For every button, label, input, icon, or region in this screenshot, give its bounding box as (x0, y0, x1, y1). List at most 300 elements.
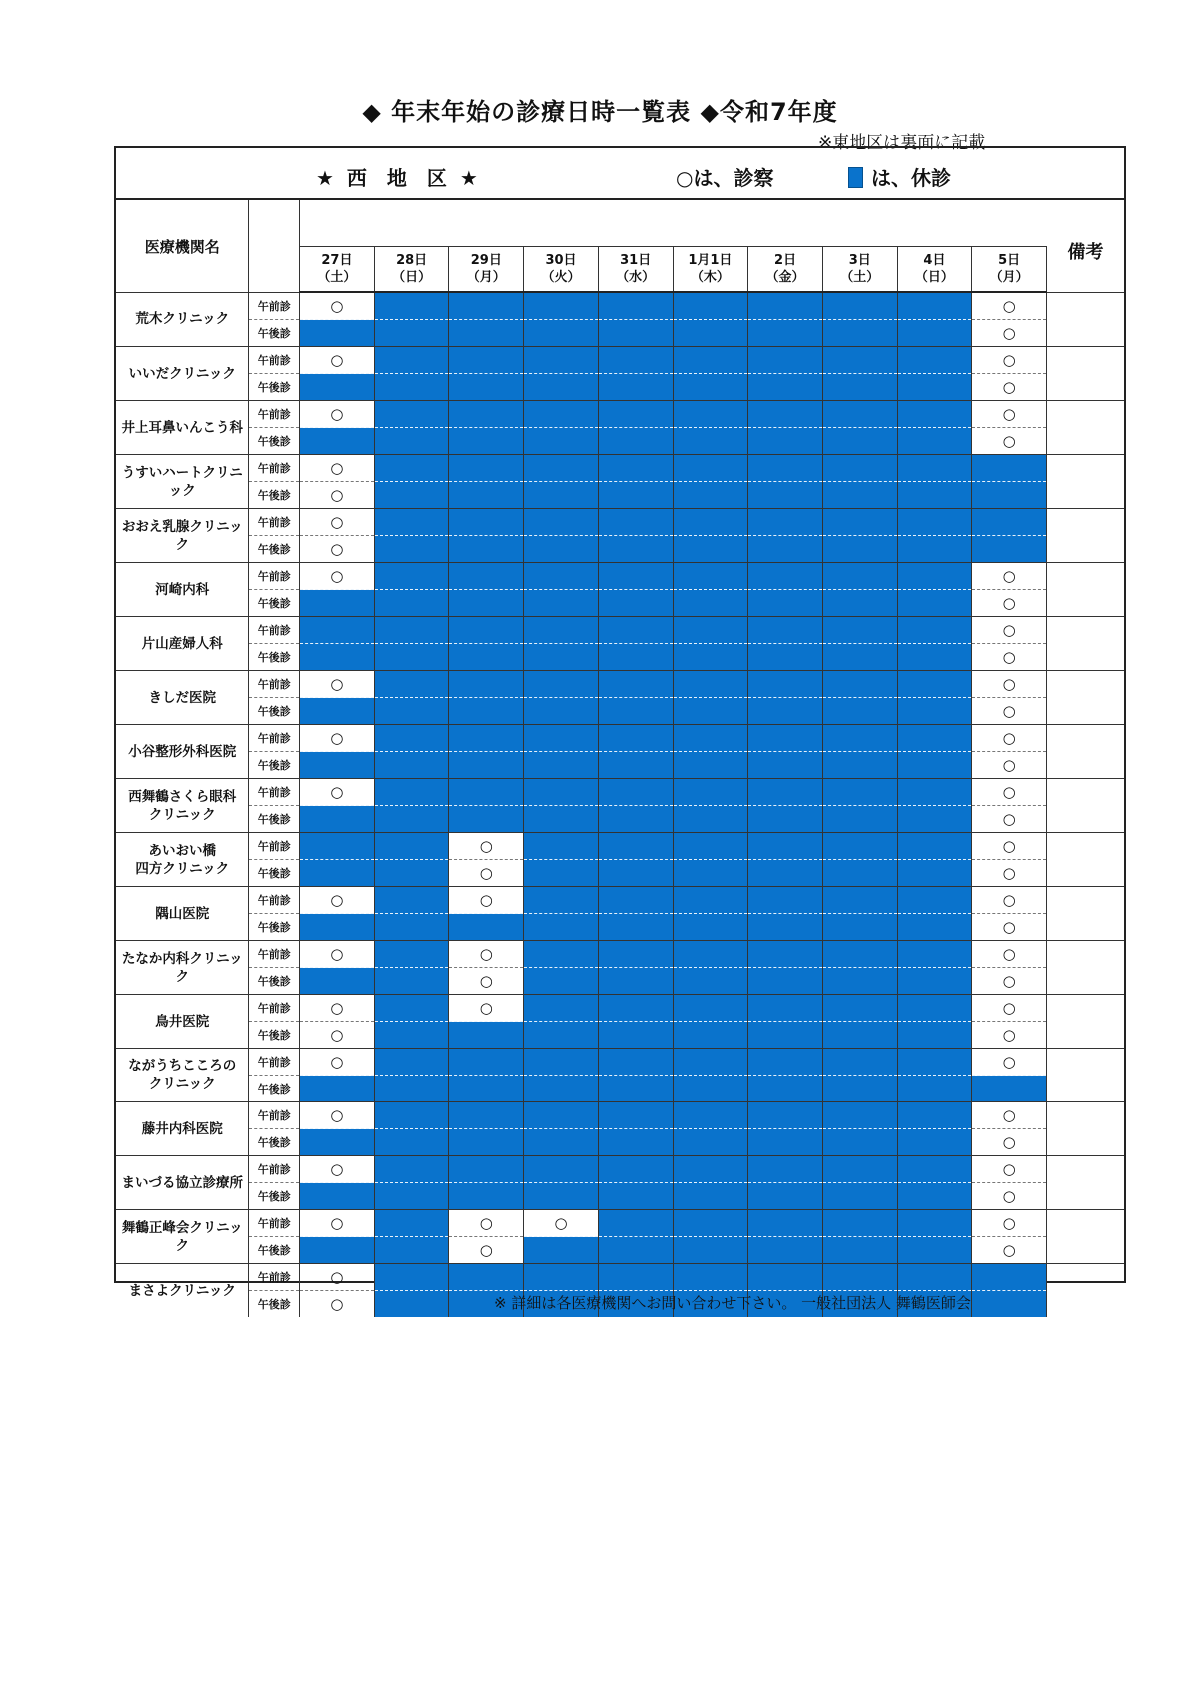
open-circle-icon: ○ (479, 891, 493, 909)
closed-cell (748, 914, 823, 941)
table-row (116, 644, 1124, 671)
closed-cell (374, 320, 449, 347)
session-label: 午後診 (249, 536, 300, 563)
closed-cell (598, 914, 673, 941)
date-label: 3日 (848, 252, 871, 268)
open-circle-icon: ○ (330, 675, 344, 693)
closed-cell (374, 833, 449, 860)
table-row (116, 509, 1124, 536)
table-row (116, 887, 1124, 914)
open-circle-icon: ○ (479, 945, 493, 963)
clinic-name: 鳥井医院 (116, 995, 249, 1049)
open-circle-icon: ○ (330, 405, 344, 423)
closed-cell (524, 968, 599, 995)
closed-cell (374, 1183, 449, 1210)
closed-cell (673, 1102, 748, 1129)
weekday-label: （木） (690, 269, 730, 285)
closed-cell (598, 401, 673, 428)
closed-cell (897, 617, 972, 644)
district-title: ★ 西 地 区 ★ (316, 166, 478, 190)
table-row (116, 482, 1124, 509)
closed-cell (374, 1022, 449, 1049)
open-cell (300, 563, 375, 590)
closed-cell (897, 833, 972, 860)
clinic-name: たなか内科クリニック (116, 941, 249, 995)
open-circle-icon: ○ (330, 999, 344, 1017)
session-label: 午前診 (249, 401, 300, 428)
closed-cell (524, 374, 599, 401)
session-label: 午後診 (249, 1183, 300, 1210)
date-label: 27日 (321, 252, 353, 268)
open-cell (300, 1022, 375, 1049)
closed-cell (972, 1291, 1047, 1318)
closed-cell (374, 995, 449, 1022)
closed-cell (449, 1156, 524, 1183)
closed-cell (748, 509, 823, 536)
closed-cell (748, 806, 823, 833)
open-cell (972, 1049, 1047, 1076)
closed-cell (822, 292, 897, 320)
footer-note: ※ 詳細は各医療機関へお問い合わせ下さい。 一般社団法人 舞鶴医師会 (494, 1294, 971, 1312)
table-row (116, 1049, 1124, 1076)
open-cell (972, 1237, 1047, 1264)
open-circle-icon: ○ (1002, 1160, 1016, 1178)
closed-cell (897, 806, 972, 833)
session-label: 午後診 (249, 1291, 300, 1318)
closed-cell (598, 1022, 673, 1049)
closed-cell (897, 1210, 972, 1237)
closed-cell (598, 941, 673, 968)
open-circle-icon: ○ (330, 513, 344, 531)
table-row (116, 860, 1124, 887)
legend-closed-label: は、休診 (871, 166, 951, 190)
open-circle-icon: ○ (1002, 864, 1016, 882)
clinic-name: 井上耳鼻いんこう科 (116, 401, 249, 455)
open-circle-icon: ○ (1002, 324, 1016, 342)
open-cell (300, 941, 375, 968)
closed-cell (748, 1183, 823, 1210)
closed-cell (822, 590, 897, 617)
closed-cell (449, 1022, 524, 1049)
legend-open: ○は、診察 (676, 166, 774, 190)
closed-cell (673, 617, 748, 644)
closed-cell (673, 1264, 748, 1291)
closed-cell (748, 320, 823, 347)
closed-cell (374, 698, 449, 725)
closed-cell (673, 941, 748, 968)
closed-cell (598, 617, 673, 644)
table-row (116, 455, 1124, 482)
closed-cell (822, 1129, 897, 1156)
closed-cell (673, 968, 748, 995)
closed-cell (598, 1156, 673, 1183)
session-label: 午後診 (249, 590, 300, 617)
session-label: 午前診 (249, 563, 300, 590)
closed-cell (673, 698, 748, 725)
remarks-cell (1046, 292, 1124, 347)
closed-cell (897, 455, 972, 482)
schedule-body (116, 292, 1124, 1317)
open-cell (972, 1183, 1047, 1210)
closed-cell (524, 292, 599, 320)
closed-cell (897, 428, 972, 455)
remarks-cell (1046, 563, 1124, 617)
table-row (116, 374, 1124, 401)
closed-cell (524, 914, 599, 941)
closed-cell (673, 509, 748, 536)
open-cell (449, 860, 524, 887)
weekday-label: （月） (466, 269, 506, 285)
closed-cell (673, 1210, 748, 1237)
open-circle-icon: ○ (1002, 729, 1016, 747)
open-cell (300, 509, 375, 536)
closed-cell (748, 1049, 823, 1076)
open-cell (449, 833, 524, 860)
open-circle-icon: ○ (1002, 1026, 1016, 1044)
closed-cell (598, 698, 673, 725)
table-row (116, 806, 1124, 833)
closed-cell (598, 1049, 673, 1076)
closed-cell (673, 806, 748, 833)
closed-cell (822, 1264, 897, 1291)
open-cell (972, 779, 1047, 806)
open-circle-icon: ○ (479, 837, 493, 855)
open-cell (300, 1210, 375, 1237)
open-cell (972, 1156, 1047, 1183)
closed-cell (449, 725, 524, 752)
closed-cell (598, 860, 673, 887)
closed-cell (673, 347, 748, 374)
session-label: 午前診 (249, 725, 300, 752)
closed-cell (822, 1156, 897, 1183)
remarks-cell (1046, 1210, 1124, 1264)
closed-cell (524, 320, 599, 347)
open-cell (449, 968, 524, 995)
closed-cell (449, 806, 524, 833)
closed-cell (598, 509, 673, 536)
closed-cell (374, 752, 449, 779)
closed-cell (524, 887, 599, 914)
remarks-cell (1046, 725, 1124, 779)
closed-cell (598, 671, 673, 698)
open-circle-icon: ○ (1002, 297, 1016, 315)
session-label: 午後診 (249, 914, 300, 941)
open-circle-icon: ○ (330, 783, 344, 801)
open-circle-icon: ○ (1002, 918, 1016, 936)
closed-cell (897, 644, 972, 671)
closed-cell (449, 698, 524, 725)
date-header (374, 246, 449, 292)
remarks-cell (1046, 887, 1124, 941)
open-cell (972, 347, 1047, 374)
closed-cell (449, 536, 524, 563)
open-cell (300, 725, 375, 752)
open-cell (300, 1156, 375, 1183)
date-header (972, 246, 1047, 292)
closed-cell (300, 968, 375, 995)
closed-cell (822, 1102, 897, 1129)
weekday-label: （日） (914, 269, 954, 285)
closed-cell (374, 536, 449, 563)
closed-cell (897, 1264, 972, 1291)
closed-cell (748, 833, 823, 860)
closed-cell (897, 536, 972, 563)
open-circle-icon: ○ (1002, 351, 1016, 369)
weekday-label: （月） (989, 269, 1029, 285)
closed-cell (449, 455, 524, 482)
closed-cell (524, 455, 599, 482)
closed-cell (673, 563, 748, 590)
closed-cell (598, 887, 673, 914)
closed-cell (374, 1129, 449, 1156)
closed-cell (897, 995, 972, 1022)
closed-cell (673, 671, 748, 698)
clinic-name: 藤井内科医院 (116, 1102, 249, 1156)
legend-closed (848, 162, 951, 191)
open-circle-icon: ○ (330, 351, 344, 369)
closed-cell (598, 590, 673, 617)
open-cell (972, 752, 1047, 779)
open-circle-icon: ○ (1002, 378, 1016, 396)
session-label: 午前診 (249, 617, 300, 644)
table-row (116, 914, 1124, 941)
date-label: 5日 (998, 252, 1021, 268)
session-label: 午後診 (249, 698, 300, 725)
closed-cell (300, 590, 375, 617)
closed-cell (673, 1049, 748, 1076)
closed-cell (449, 1183, 524, 1210)
closed-cell (822, 752, 897, 779)
open-cell (300, 779, 375, 806)
open-circle-icon: ○ (1002, 594, 1016, 612)
closed-cell (897, 1049, 972, 1076)
session-label: 午前診 (249, 941, 300, 968)
session-label: 午前診 (249, 1102, 300, 1129)
clinic-name: 荒木クリニック (116, 292, 249, 347)
closed-cell (673, 914, 748, 941)
closed-cell (897, 292, 972, 320)
session-label: 午前診 (249, 995, 300, 1022)
date-header (300, 246, 375, 292)
date-header (822, 246, 897, 292)
session-label: 午後診 (249, 428, 300, 455)
closed-cell (374, 806, 449, 833)
closed-cell (748, 1102, 823, 1129)
closed-cell (449, 779, 524, 806)
closed-cell (374, 968, 449, 995)
table-row (116, 968, 1124, 995)
closed-cell (524, 1022, 599, 1049)
closed-cell (748, 698, 823, 725)
closed-cell (524, 1183, 599, 1210)
closed-cell (598, 1183, 673, 1210)
remarks-cell (1046, 1049, 1124, 1102)
open-circle-icon: ○ (1002, 1106, 1016, 1124)
closed-cell (449, 482, 524, 509)
open-cell (972, 698, 1047, 725)
open-circle-icon: ○ (330, 297, 344, 315)
open-circle-icon: ○ (479, 972, 493, 990)
closed-cell (897, 482, 972, 509)
closed-cell (374, 1076, 449, 1102)
remarks-cell (1046, 509, 1124, 563)
date-label: 29日 (470, 252, 502, 268)
closed-cell (374, 644, 449, 671)
open-cell (972, 401, 1047, 428)
clinic-name: まいづる協立診療所 (116, 1156, 249, 1210)
clinic-name: おおえ乳腺クリニック (116, 509, 249, 563)
open-cell (972, 1129, 1047, 1156)
open-cell (300, 1291, 375, 1318)
closed-cell (897, 1076, 972, 1102)
open-cell (449, 1237, 524, 1264)
closed-cell (673, 374, 748, 401)
closed-cell (300, 374, 375, 401)
remarks-cell (1046, 617, 1124, 671)
closed-cell (449, 617, 524, 644)
closed-cell (748, 428, 823, 455)
remarks-cell (1046, 833, 1124, 887)
closed-cell (598, 752, 673, 779)
session-label: 午後診 (249, 374, 300, 401)
weekday-label: （土） (317, 269, 357, 285)
open-cell (449, 1210, 524, 1237)
open-circle-icon: ○ (479, 1241, 493, 1259)
open-circle-icon: ○ (1002, 405, 1016, 423)
open-circle-icon: ○ (330, 540, 344, 558)
open-cell (972, 292, 1047, 320)
closed-cell (449, 590, 524, 617)
closed-cell (822, 995, 897, 1022)
table-row (116, 1076, 1124, 1102)
closed-cell (822, 698, 897, 725)
clinic-name: あいおい橋 四方クリニック (116, 833, 249, 887)
open-cell (300, 455, 375, 482)
session-label: 午後診 (249, 644, 300, 671)
table-row (116, 617, 1124, 644)
open-circle-icon: ○ (330, 459, 344, 477)
clinic-name: 片山産婦人科 (116, 617, 249, 671)
closed-cell (598, 320, 673, 347)
closed-cell (374, 347, 449, 374)
open-cell (972, 941, 1047, 968)
session-label: 午後診 (249, 1076, 300, 1102)
closed-cell (449, 563, 524, 590)
closed-cell (748, 1022, 823, 1049)
closed-cell (524, 644, 599, 671)
clinic-name: うすいハートクリニック (116, 455, 249, 509)
closed-cell (374, 887, 449, 914)
open-cell (449, 887, 524, 914)
closed-cell (374, 292, 449, 320)
weekday-label: （土） (840, 269, 880, 285)
closed-cell (598, 455, 673, 482)
closed-cell (300, 644, 375, 671)
table-row (116, 1022, 1124, 1049)
session-label: 午前診 (249, 1156, 300, 1183)
closed-cell (748, 1210, 823, 1237)
closed-cell (748, 779, 823, 806)
closed-cell (598, 563, 673, 590)
closed-cell (598, 1210, 673, 1237)
closed-cell (748, 482, 823, 509)
closed-cell (748, 941, 823, 968)
session-label: 午後診 (249, 1022, 300, 1049)
open-cell (300, 292, 375, 320)
clinic-name: ながうちこころの クリニック (116, 1049, 249, 1102)
closed-cell (598, 1237, 673, 1264)
table-row (116, 401, 1124, 428)
open-circle-icon: ○ (479, 999, 493, 1017)
closed-cell (972, 455, 1047, 482)
remarks-cell (1046, 779, 1124, 833)
remarks-cell (1046, 347, 1124, 401)
open-cell (972, 617, 1047, 644)
closed-cell (598, 1076, 673, 1102)
closed-cell (374, 428, 449, 455)
open-cell (972, 833, 1047, 860)
closed-cell (897, 914, 972, 941)
closed-cell (524, 536, 599, 563)
date-header (449, 246, 524, 292)
closed-cell (598, 1102, 673, 1129)
closed-cell (897, 887, 972, 914)
closed-cell (822, 347, 897, 374)
closed-cell (897, 509, 972, 536)
closed-cell (673, 779, 748, 806)
session-label: 午前診 (249, 1264, 300, 1291)
closed-cell (822, 941, 897, 968)
page-title: ◆ 年末年始の診療日時一覧表 ◆令和7年度 (362, 98, 838, 126)
table-row (116, 320, 1124, 347)
closed-cell (673, 752, 748, 779)
open-circle-icon: ○ (1002, 837, 1016, 855)
closed-cell (748, 725, 823, 752)
open-circle-icon: ○ (554, 1214, 568, 1232)
open-cell (972, 320, 1047, 347)
closed-cell (374, 725, 449, 752)
weekday-label: （火） (541, 269, 581, 285)
closed-cell (897, 698, 972, 725)
closed-cell (897, 1102, 972, 1129)
closed-cell (822, 806, 897, 833)
open-circle-icon: ○ (330, 1214, 344, 1232)
closed-cell (673, 590, 748, 617)
closed-cell (524, 617, 599, 644)
open-circle-icon: ○ (1002, 891, 1016, 909)
closed-cell (374, 671, 449, 698)
date-label: 4日 (923, 252, 946, 268)
closed-cell (748, 1264, 823, 1291)
date-header (748, 246, 823, 292)
open-cell (524, 1210, 599, 1237)
closed-cell (748, 752, 823, 779)
session-label: 午前診 (249, 292, 300, 320)
open-circle-icon: ○ (1002, 675, 1016, 693)
closed-cell (449, 401, 524, 428)
open-cell (300, 671, 375, 698)
table-row (116, 752, 1124, 779)
closed-cell (524, 995, 599, 1022)
closed-cell (748, 347, 823, 374)
closed-cell (748, 644, 823, 671)
clinic-name: 西舞鶴さくら眼科 クリニック (116, 779, 249, 833)
remarks-cell (1046, 455, 1124, 509)
closed-cell (972, 536, 1047, 563)
remarks-cell (1046, 671, 1124, 725)
closed-cell (822, 1076, 897, 1102)
closed-cell (822, 644, 897, 671)
